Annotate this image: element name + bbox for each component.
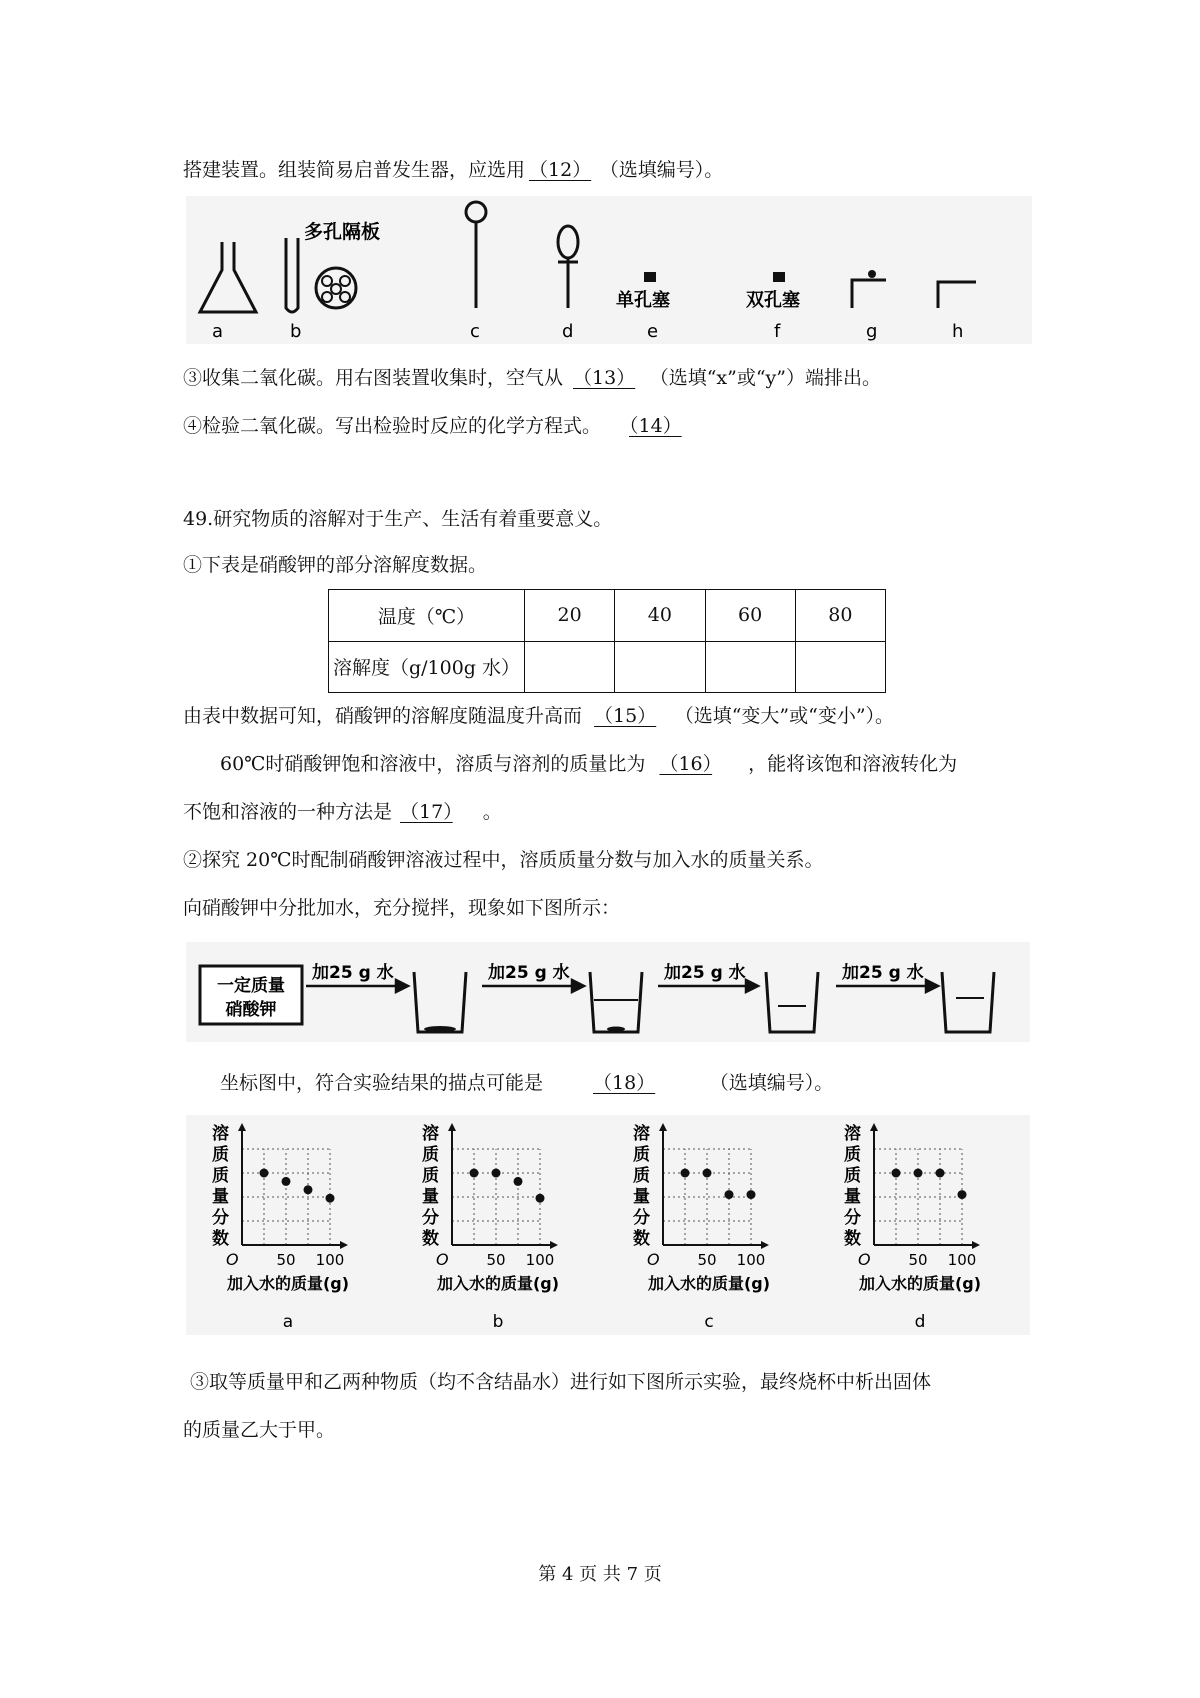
process-figure bbox=[186, 942, 1030, 1042]
step-label-1: 加25 g 水 bbox=[312, 963, 394, 983]
y-axis-label-char: 质 bbox=[422, 1145, 439, 1165]
y-axis-label-char: 数 bbox=[633, 1229, 650, 1249]
step-label-3: 加25 g 水 bbox=[664, 963, 746, 983]
step-label-4: 加25 g 水 bbox=[842, 963, 924, 983]
y-axis-label-char: 量 bbox=[212, 1187, 229, 1207]
arrow-head-icon bbox=[926, 980, 938, 992]
method-period: 。 bbox=[482, 801, 502, 823]
y-axis-label-char: 质 bbox=[844, 1166, 861, 1186]
x-tick-label: 50 bbox=[697, 1251, 717, 1269]
apparatus-label-b: b bbox=[290, 321, 302, 342]
y-axis-label-char: 质 bbox=[844, 1145, 861, 1165]
y-axis-label-char: 质 bbox=[633, 1145, 650, 1165]
method-text: 不饱和溶液的一种方法是 bbox=[183, 801, 393, 823]
apparatus-label-e: e bbox=[647, 321, 659, 342]
page-footer: 第 4 页 共 7 页 bbox=[538, 1564, 662, 1585]
y-axis-label-char: 数 bbox=[212, 1229, 229, 1249]
collect-line bbox=[183, 364, 881, 392]
beaker-icon bbox=[942, 972, 994, 1032]
table-cell-empty bbox=[525, 641, 615, 693]
y-axis-label-char: 分 bbox=[844, 1208, 861, 1228]
data-point bbox=[747, 1190, 756, 1199]
x-tick-label: 50 bbox=[908, 1251, 928, 1269]
y-axis-label-char: 数 bbox=[422, 1229, 439, 1249]
graph-question-line bbox=[220, 1069, 833, 1097]
y-axis-arrow-icon bbox=[238, 1123, 246, 1131]
graphs-figure bbox=[186, 1115, 1030, 1335]
separatory-funnel-icon bbox=[558, 226, 578, 258]
y-axis-label-char: 量 bbox=[422, 1187, 439, 1207]
y-axis-label-char: 分 bbox=[422, 1208, 439, 1228]
data-point bbox=[681, 1169, 690, 1178]
apparatus-label-c: c bbox=[470, 321, 480, 342]
single-hole-stopper-label: 单孔塞 bbox=[616, 290, 670, 311]
answer-blank-18[interactable]: （18） bbox=[593, 1072, 656, 1094]
x-axis-arrow-icon bbox=[761, 1241, 769, 1249]
y-axis-label-char: 分 bbox=[633, 1208, 650, 1228]
beaker-icon bbox=[766, 972, 818, 1032]
y-axis-label-char: 溶 bbox=[633, 1124, 650, 1144]
test-line bbox=[183, 412, 716, 440]
graph-caption: d bbox=[914, 1312, 926, 1332]
part2-intro: ②探究 20℃时配制硝酸钾溶液过程中，溶质质量分数与加入水的质量关系。 bbox=[183, 849, 824, 871]
method-line bbox=[183, 798, 502, 826]
part2-desc: 向硝酸钾中分批加水，充分搅拌，现象如下图所示： bbox=[183, 897, 621, 919]
apparatus-label-h: h bbox=[952, 321, 964, 342]
x-tick-label: 50 bbox=[276, 1251, 296, 1269]
data-point bbox=[514, 1177, 523, 1186]
table-cell-temp-80: 80 bbox=[795, 590, 885, 642]
y-axis-label-char: 量 bbox=[844, 1187, 861, 1207]
x-axis-label: 加入水的质量(g) bbox=[647, 1274, 771, 1293]
y-axis-label-char: 数 bbox=[844, 1229, 861, 1249]
apparatus-label-f: f bbox=[774, 321, 781, 342]
data-point bbox=[260, 1169, 269, 1178]
conical-flask-icon bbox=[200, 242, 256, 312]
answer-blank-15[interactable]: （15） bbox=[594, 705, 657, 727]
data-point bbox=[492, 1169, 501, 1178]
answer-blank-16[interactable]: （16） bbox=[659, 753, 713, 775]
double-hole-stopper-label: 双孔塞 bbox=[746, 290, 800, 311]
x-tick-label: 100 bbox=[736, 1251, 766, 1269]
kno3-box-line1: 一定质量 bbox=[217, 976, 285, 996]
trend-line bbox=[183, 702, 894, 730]
table-cell-temp-20: 20 bbox=[525, 590, 615, 642]
collect-hint: （选填“x”或“y”）端排出。 bbox=[659, 367, 882, 389]
q49-title: 49.研究物质的溶解对于生产、生活有着重要意义。 bbox=[183, 508, 613, 530]
y-axis-arrow-icon bbox=[870, 1123, 878, 1131]
data-point bbox=[304, 1185, 313, 1194]
trend-hint: （选填“变大”或“变小”）。 bbox=[684, 705, 895, 727]
y-axis-label-char: 质 bbox=[633, 1166, 650, 1186]
beaker-icon bbox=[414, 972, 466, 1032]
y-axis-label-char: 溶 bbox=[422, 1124, 439, 1144]
x-axis-label: 加入水的质量(g) bbox=[226, 1274, 350, 1293]
tube-with-clamp-icon bbox=[852, 280, 886, 308]
trend-text: 由表中数据可知，硝酸钾的溶解度随温度升高而 bbox=[183, 705, 583, 727]
data-point bbox=[326, 1194, 335, 1203]
x-axis-arrow-icon bbox=[550, 1241, 558, 1249]
origin-label: O bbox=[436, 1250, 449, 1269]
y-axis-arrow-icon bbox=[448, 1123, 456, 1131]
graph-caption: b bbox=[492, 1312, 504, 1332]
table-cell-temp-60: 60 bbox=[705, 590, 795, 642]
answer-blank-13[interactable]: （13） bbox=[573, 367, 636, 389]
arrow-head-icon bbox=[396, 980, 408, 992]
origin-label: O bbox=[226, 1250, 239, 1269]
arrow-head-icon bbox=[746, 980, 758, 992]
data-point bbox=[536, 1194, 545, 1203]
apparatus-label-a: a bbox=[212, 321, 224, 342]
x-tick-label: 100 bbox=[315, 1251, 345, 1269]
ratio-text-post: ，能将该饱和溶液转化为 bbox=[748, 753, 958, 775]
table-header-temperature: 温度（℃） bbox=[329, 590, 525, 642]
build-hint: （选填编号）。 bbox=[609, 159, 724, 181]
y-axis-label-char: 溶 bbox=[844, 1124, 861, 1144]
solubility-table bbox=[328, 589, 886, 693]
x-axis-label: 加入水的质量(g) bbox=[858, 1274, 982, 1293]
ratio-line bbox=[220, 750, 957, 778]
long-neck-funnel-icon bbox=[466, 202, 486, 222]
single-hole-stopper-icon bbox=[644, 272, 656, 282]
y-axis-label-char: 质 bbox=[212, 1145, 229, 1165]
kno3-box-line2: 硝酸钾 bbox=[225, 1000, 277, 1020]
double-hole-stopper-icon bbox=[773, 272, 785, 282]
table-row bbox=[329, 641, 886, 693]
x-tick-label: 100 bbox=[525, 1251, 555, 1269]
data-point bbox=[958, 1190, 967, 1199]
answer-blank-17[interactable]: （17） bbox=[400, 801, 453, 823]
y-axis-arrow-icon bbox=[659, 1123, 667, 1131]
graph-b bbox=[422, 1123, 559, 1332]
arrow-head-icon bbox=[572, 980, 584, 992]
y-axis-label-char: 量 bbox=[633, 1187, 650, 1207]
answer-blank-14[interactable]: （14） bbox=[629, 415, 682, 437]
y-axis-label-char: 质 bbox=[212, 1166, 229, 1186]
graphs-svg bbox=[186, 1115, 1030, 1335]
test-text: ④检验二氧化碳。写出检验时反应的化学方程式。 bbox=[183, 415, 602, 437]
data-point bbox=[725, 1190, 734, 1199]
table-cell-temp-40: 40 bbox=[615, 590, 705, 642]
x-tick-label: 50 bbox=[486, 1251, 506, 1269]
origin-label: O bbox=[647, 1250, 660, 1269]
y-axis-label-char: 质 bbox=[422, 1166, 439, 1186]
x-tick-label: 100 bbox=[947, 1251, 977, 1269]
graph-caption: c bbox=[704, 1312, 714, 1332]
graph-question-hint: （选填编号）。 bbox=[719, 1072, 834, 1094]
data-point bbox=[936, 1169, 945, 1178]
apparatus-label-d: d bbox=[562, 321, 574, 342]
x-axis-label: 加入水的质量(g) bbox=[436, 1274, 560, 1293]
porous-plate-label: 多孔隔板 bbox=[304, 221, 381, 243]
apparatus-label-g: g bbox=[866, 321, 878, 342]
y-axis-label-char: 分 bbox=[212, 1208, 229, 1228]
data-point bbox=[282, 1177, 291, 1186]
answer-blank-12[interactable]: （12） bbox=[529, 159, 592, 181]
graph-a bbox=[212, 1123, 349, 1332]
graph-d bbox=[844, 1123, 981, 1332]
beaker-icon bbox=[590, 972, 642, 1032]
apparatus-svg bbox=[186, 196, 1032, 344]
table-cell-empty bbox=[705, 641, 795, 693]
table-cell-empty bbox=[615, 641, 705, 693]
graph-caption: a bbox=[282, 1312, 294, 1332]
apparatus-figure bbox=[186, 196, 1032, 344]
part3-line1: ③取等质量甲和乙两种物质（均不含结晶水）进行如下图所示实验，最终烧杯中析出固体 bbox=[190, 1371, 932, 1393]
part1-intro: ①下表是硝酸钾的部分溶解度数据。 bbox=[183, 554, 488, 576]
graph-question-text: 坐标图中，符合实验结果的描点可能是 bbox=[220, 1072, 544, 1094]
data-point bbox=[703, 1169, 712, 1178]
part3-line2: 的质量乙大于甲。 bbox=[183, 1419, 336, 1441]
x-axis-arrow-icon bbox=[972, 1241, 980, 1249]
y-axis-label-char: 溶 bbox=[212, 1124, 229, 1144]
table-cell-empty bbox=[795, 641, 885, 693]
build-text: 搭建装置。组装简易启普发生器，应选用 bbox=[183, 159, 526, 181]
test-tube-icon bbox=[286, 238, 298, 312]
data-point bbox=[914, 1169, 923, 1178]
porous-plate-icon bbox=[316, 268, 356, 308]
build-apparatus-line bbox=[183, 156, 723, 184]
graph-c bbox=[633, 1123, 770, 1332]
x-axis-arrow-icon bbox=[340, 1241, 348, 1249]
table-row bbox=[329, 590, 886, 642]
bent-tube-icon bbox=[938, 282, 976, 308]
process-svg bbox=[186, 942, 1030, 1042]
step-label-2: 加25 g 水 bbox=[488, 963, 570, 983]
table-header-solubility: 溶解度（g/100g 水） bbox=[329, 641, 525, 693]
solid-precipitate-icon bbox=[424, 1026, 456, 1032]
data-point bbox=[892, 1169, 901, 1178]
ratio-text: 60℃时硝酸钾饱和溶液中，溶质与溶剂的质量比为 bbox=[220, 753, 646, 775]
origin-label: O bbox=[858, 1250, 871, 1269]
data-point bbox=[470, 1169, 479, 1178]
solid-precipitate-icon bbox=[607, 1027, 625, 1032]
collect-text: ③收集二氧化碳。用右图装置收集时，空气从 bbox=[183, 367, 564, 389]
